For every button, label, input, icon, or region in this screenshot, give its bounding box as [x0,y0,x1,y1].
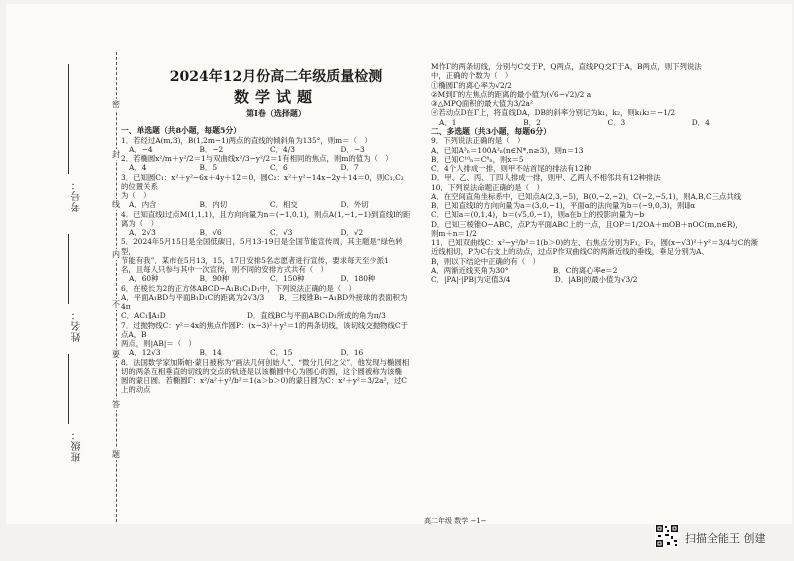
question-line: ①椭圆Γ的离心率为√2/2 [431,80,512,90]
answer-option: A．4 [129,163,147,173]
section-heading: 一、单选题（共8小题，每题5分） [121,126,242,135]
question-line: 圆的蒙日圆．若椭圆Γ：x²/a²＋y²/b²＝1(a＞b＞0)的蒙日圆为C：x²＋y²＝3/2a²，过C上的动点 [121,376,407,395]
question-line: 8．法国数学家加斯帕·蒙日被称为“画法几何创始人”、“微分几何之父”．他发现与椭圆相 [121,357,410,367]
question-line: 6．在棱长为2的正方体ABCD−A₁B₁C₁D₁中，下列说法正确的是（ ） [121,283,356,293]
answer-option: A．内含 [129,200,157,210]
seal-mark: 封 [112,150,120,159]
answer-options [129,228,411,237]
question-line: 5．2024年5月15日是全国低碳日，5月13-19日是全国节能宣传周，其主题是“绿色转型， [121,237,403,256]
answer-option: A．−4 [129,144,153,154]
question-line: 名，且每人只参与其中一次宣传，则不同的安排方式共有（ ） [121,265,328,275]
answer-option: B．内切 [199,200,228,210]
question-line: 11．已知双曲线C：x²−y²/b²＝1(b＞0)的左、右焦点分别为F₁，F₂，圆(x−√3)²＋y²＝3/4与C的渐 [431,238,759,248]
qr-code-icon [655,524,679,548]
seal-mark: 密 [112,100,120,109]
answer-option: B．√6 [199,228,222,238]
answer-option: B．−2 [199,144,224,154]
question-line: 4．已知直线l过点M(1,1,1)，且方向向量为n＝(−1,0,1)，则点A(1,−1,−1)到直线l的距离为（ ） [121,209,411,228]
question-line: A．在空间直角坐标系中，已知点A(2,3,−5)，B(0,−2,−2)，C(−2,−5,1)，则A,B,C三点共线 [431,191,742,201]
question-line: D．甲、乙、丙、丁四人排成一排，则甲、乙两人不相邻共有12种排法 [431,173,661,183]
answer-options [129,274,411,283]
question-line: D．已知三棱锥O−ABC，点P为平面ABC上的一点，且OP＝1/2OA＋mOB＋nOC(m,n∈R)， [431,219,743,229]
answer-option: C．√3 [270,228,293,238]
question-line: C．4个人排成一排，则甲不站首尾的排法有12种 [431,164,592,174]
question-line: C．|PA|·|PB|为定值3/4 D．|AB|的最小值为√3/2 [431,275,638,285]
question-line: 7．过抛物线C：y²＝4x的焦点作圆P：(x−3)²＋y²＝1的两条切线，该切线交抛物线C于点A，B [121,320,408,339]
answer-option: A．60种 [129,274,159,284]
answer-option: B．90种 [199,274,230,284]
answer-option: D．−3 [340,144,365,154]
question-line: C．AC₁∥A₁D D．直线BC与平面ABC₁D₁所成的角为π/3 [121,311,386,321]
answer-option: A．1 [439,117,457,127]
answer-options [129,163,411,172]
question-line: 两点，则|AB|＝（ ） [121,339,196,349]
question-line: B．已知直线l的方向向量为a＝(3,0,−1)，平面α的法向量为b＝(−9,0,3)，则l∥α [431,201,696,211]
answer-option: A．2√3 [129,228,156,238]
class-label: 班级： [72,429,83,462]
seal-mark: 线 [112,200,120,209]
answer-option: B．2 [523,117,541,127]
question-line: 为（ ） [121,191,151,201]
answer-option: C．3 [607,117,626,127]
right-column [431,62,776,284]
exam-sheet [6,4,792,524]
name-label: 姓名： [72,309,83,342]
answer-option: D．外切 [340,200,369,210]
answer-option: A．12√3 [129,348,161,358]
question-line: ②M到Γ的左焦点的距离的最小值为(√6−√2)/2 a [431,89,592,99]
name-field[interactable] [68,234,69,304]
scanner-watermark: 扫描全能王 创建 [685,532,766,545]
question-line: 2．若椭圆x²/m＋y²/2＝1与双曲线x²/3−y²/2＝1有相同的焦点，则m的值为（ ） [121,154,393,164]
seal-mark: 题 [112,450,120,459]
answer-option: B．14 [199,348,222,358]
answer-options [129,145,411,154]
question-line: B，则以下结论中正确的有（ ） [431,256,540,266]
answer-option: C．15 [270,348,293,358]
question-line: A．平面A₁BD与平面B₁D₁C的距离为2√3/3 B．三棱锥B₁−A₁BD外接球的表面积为4π [121,292,408,312]
answer-options [129,348,411,357]
answer-option: D．√2 [340,228,364,238]
seal-mark: 不 [112,300,120,309]
question-line: 10．下列说法命题正确的是（ ） [431,182,544,192]
question-line: 中，正确的个数为（ ） [431,71,513,81]
answer-options [439,118,776,127]
answer-option: C．150种 [270,274,305,284]
question-line: 则m＋n＝1/2 [431,228,477,238]
exam-number-label: 考号： [72,179,83,212]
question-line: A．两渐近线夹角为30° B．C的离心率e＝2 [431,265,618,275]
answer-option: D．180种 [340,274,376,284]
answer-option: D．7 [340,163,359,173]
seal-mark: 要 [112,350,120,359]
seal-mark: 内 [112,250,120,259]
section-heading: 二、多选题（共3小题，每题6分） [431,126,552,136]
answer-options [129,200,411,209]
answer-option: D．4 [691,117,710,127]
seal-mark: 答 [112,400,120,409]
exam-number-field[interactable] [68,64,69,174]
question-line: 切的两条互相垂直的切线的交点的轨迹是以该椭圆中心为圆心的圆，这个圆被称为该椭 [121,366,402,376]
question-line: A．已知A³ₙ＝100A²ₙ(n∈N*,n≥3)，则n＝13 [431,145,584,155]
exam-title: 2024年12月份高二年级质量检测 [169,69,383,85]
page-footer: 高二年级 数学 −1− [424,517,487,525]
question-line: B．已知C¹⁰ₙ＝C⁸ₙ，则x＝5 [431,154,524,164]
question-line: 1．若经过A(m,3)，B(1,2m−1)两点的直线的倾斜角为135°，则m＝（ ） [121,135,372,145]
question-line: 9．下列说法正确的是（ ） [431,136,525,146]
question-line: 节能有我”．某市在5月13，15，17日安排5名志愿者进行宣传，要求每天至少派1 [121,255,389,265]
question-line: 近线相切，P为C右支上的动点，过点P作双曲线C的两渐近线的垂线，垂足分别为A、 [431,247,709,257]
question-line: ④若动点D在Γ上，将直线DA，DB的斜率分别记为k₁，k₂，则k₁k₂＝−1/2 [431,108,676,118]
left-column [121,126,411,395]
question-line: M作Γ的两条切线，分别与C交于P，Q两点，直线PQ交Γ于A，B两点，则下列说法 [431,62,702,71]
answer-option: C．6 [270,163,288,173]
answer-option: D．16 [340,348,364,358]
question-line: ③△MPQ面积的最大值为3/2a² [431,99,533,108]
answer-option: C．相交 [270,200,298,210]
class-field[interactable] [68,354,69,424]
answer-option: C．4/3 [270,144,295,154]
answer-option: B．5 [199,163,218,173]
exam-subject: 数学试题 [233,88,318,106]
question-line: 3．已知圆C₁：x²＋y²−6x＋4y＋12＝0，圆C₂：x²＋y²−14x−2y＋14＝0，则C₁,C₂的位置关系 [121,172,404,191]
volume-label: 第Ⅰ卷（选择题） [246,108,306,118]
question-line: C．已知a＝(0,1,4)，b＝(√5,0,−1)，则a在b上的投影向量为−b [431,210,645,220]
